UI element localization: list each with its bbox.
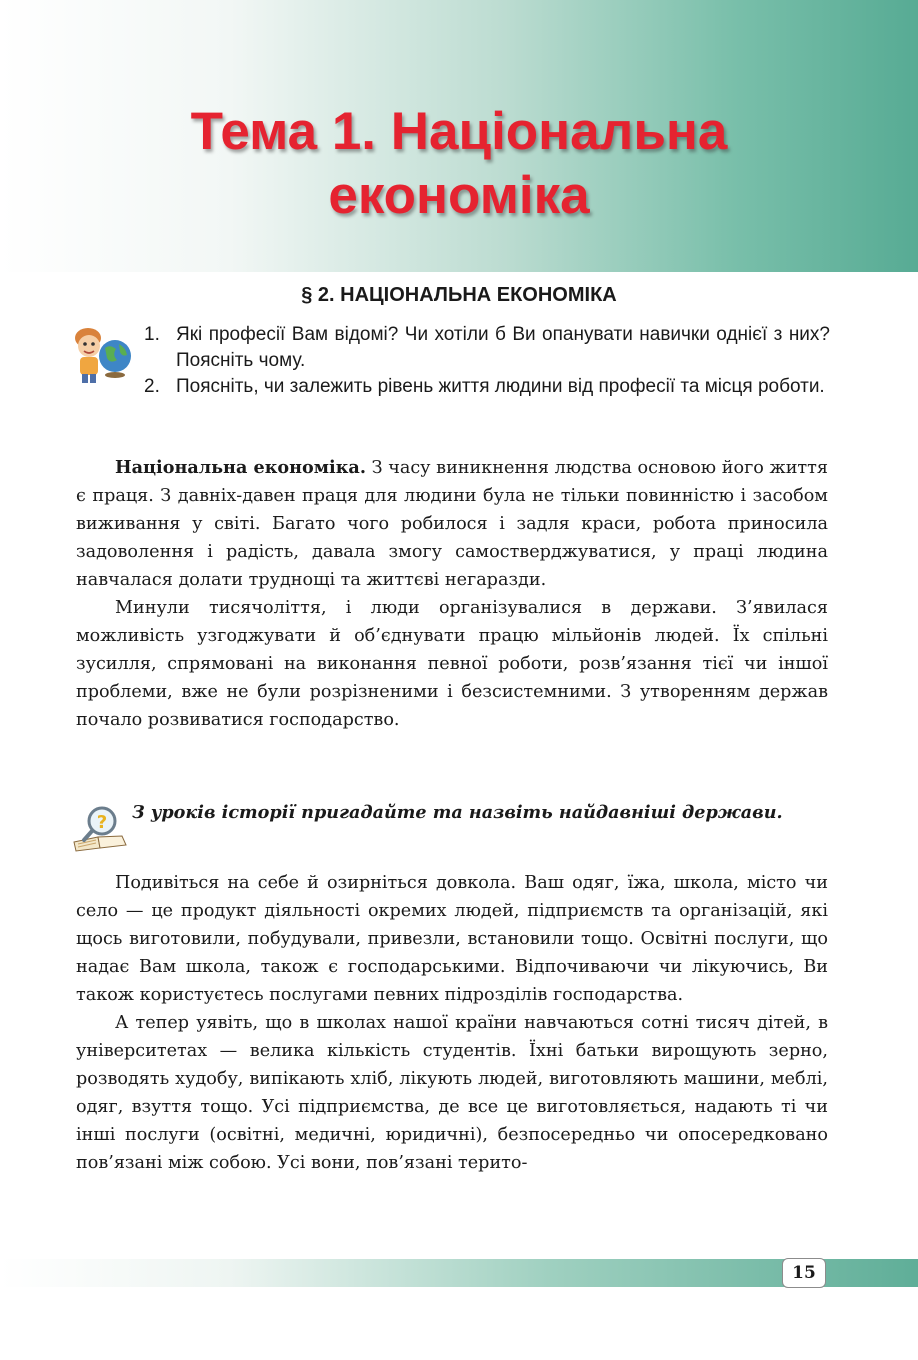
chapter-title-line-2: економіка [328, 166, 590, 225]
question-text: Які професії Вам відомі? Чи хотіли б Ви опанувати навички однієї з них? Поясніть чому. [176, 324, 830, 371]
chapter-title-line-1: Тема 1. Національна [190, 102, 728, 161]
page-number: 15 [782, 1258, 826, 1288]
question-item [140, 322, 830, 374]
body-text-block-1 [76, 454, 828, 734]
question-number: 1. [144, 324, 160, 345]
paragraph [76, 454, 828, 594]
paragraph: А тепер уявіть, що в школах нашої країни навчаються сотні тисяч дітей, в університетах — велика кількість студентів. Їхні батьки вирощують зерно, розводять худобу, випікають хліб, лікують людей, виготовляють машини, меблі, одяг, взуття тощо. Усі підприємства, де все це виготовляється, надають ті чи інші послуги (освітні, медичні, юридичні), безпосередньо чи опосередковано пов’язані між собою. Усі вони, пов’язані терито- [76, 1013, 828, 1173]
paragraph-text: Минули тисячоліття, і люди організувалися в держави. З’явилася можливість узгоджувати й об’єднувати працю мільйонів людей. Їх спільні зусилля, спрямовані на виконання певної роботи, розв’язання тієї чи іншої проблеми, вже не були розрізненими і безсистемними. З утворенням держав почало розвиватися господарство. [76, 598, 828, 730]
paragraph: Подивіться на себе й озирніться довкола. Ваш одяг, їжа, школа, місто чи село — це продукт діяльності окремих людей, підприємств та організацій, які щось виготовили, побудували, привезли, встановили тощо. Освітні послуги, що надає Вам школа, також є господарськими. Відпочиваючи чи лікуючись, Ви також користуєтесь послугами певних підрозділів господарства. [76, 873, 828, 1005]
svg-text:?: ? [96, 812, 108, 833]
question-list [140, 322, 830, 400]
term-national-economy: Національна економіка. [115, 457, 366, 478]
footer-band [0, 1259, 918, 1287]
question-number: 2. [144, 376, 160, 397]
paragraph-text: З часу виникнення людства основою його життя є праця. З давніх-давен праця для людини була не тільки повинністю і засобом виживання у світі. Багато чого робилося і задля краси, робота приносила задоволення і радість, давала змогу самостверджуватися, у праці людина навчалася долати труднощі та життєві негаразди. [76, 458, 828, 590]
paragraph [76, 594, 828, 734]
book-magnifier-question-icon [72, 804, 128, 852]
body-text-block-2 [76, 869, 828, 1177]
chapter-title [0, 100, 918, 228]
task-text: З уроків історії пригадайте та назвіть найдавніші держави. [132, 802, 783, 823]
question-item [140, 374, 830, 400]
question-text: Поясніть, чи залежить рівень життя людини від професії та місця роботи. [176, 376, 825, 397]
boy-with-globe-icon [72, 322, 134, 384]
section-heading: § 2. НАЦІОНАЛЬНА ЕКОНОМІКА [301, 284, 617, 306]
